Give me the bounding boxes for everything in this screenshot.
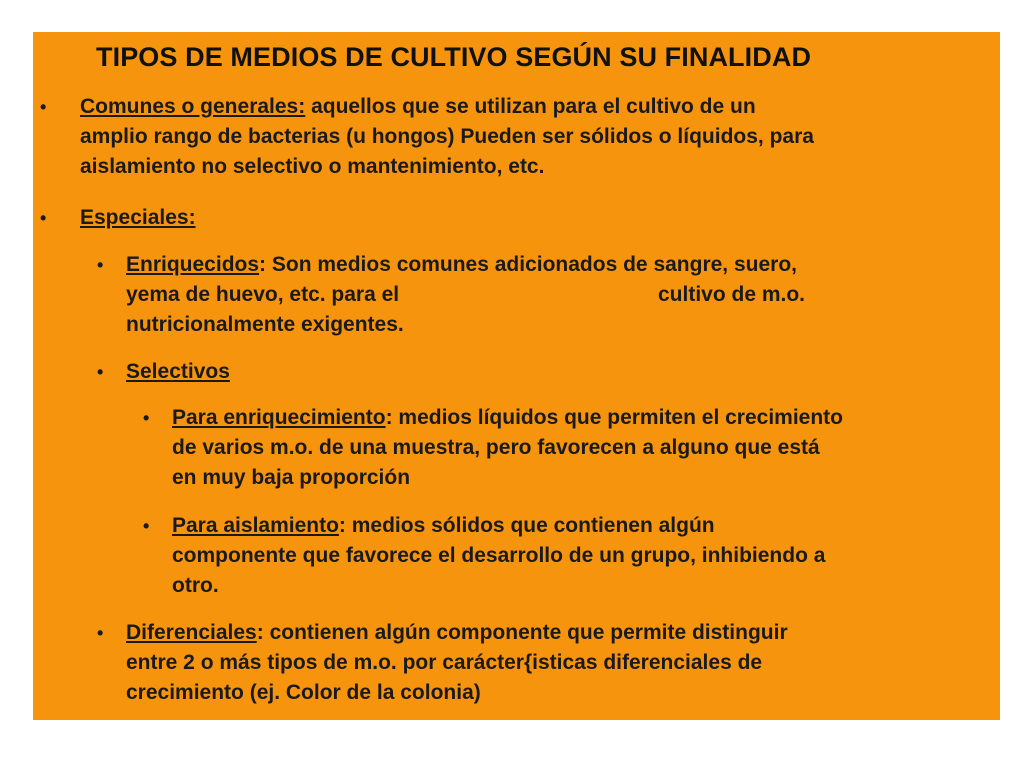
bullet-icon: • [97, 362, 104, 382]
bullet-icon: • [143, 516, 150, 536]
term-selectivos: Selectivos [126, 360, 230, 383]
diferenciales-line-2: entre 2 o más tipos de m.o. por carácter{isticas diferenciales de [126, 651, 763, 674]
para-enriquecimiento-line-1: : medios líquidos que permiten el crecimiento [385, 406, 844, 429]
comunes-line-1: aquellos que se utilizan para el cultivo de un [305, 95, 756, 118]
comunes-line-2: amplio rango de bacterias (u hongos) Pueden ser sólidos o líquidos, para [80, 125, 814, 148]
term-para-enriquecimiento: Para enriquecimiento [172, 406, 386, 429]
diferenciales-line-1: : contienen algún componente que permite distinguir [256, 621, 788, 644]
enriquecidos-line-1: : Son medios comunes adicionados de sangre, suero, [259, 253, 797, 276]
enriquecidos-line-3: nutricionalmente exigentes. [126, 313, 404, 336]
slide-title: TIPOS DE MEDIOS DE CULTIVO SEGÚN SU FINALIDAD [96, 42, 812, 72]
bullet-enriquecidos [126, 250, 986, 340]
para-enriquecimiento-line-3: en muy baja proporción [172, 466, 411, 489]
enriquecidos-line-2a: yema de huevo, etc. para el [126, 283, 400, 306]
bullet-diferenciales [126, 618, 986, 708]
para-aislamiento-line-1: : medios sólidos que contienen algún [338, 514, 715, 537]
bullet-icon: • [40, 208, 47, 228]
bullet-para-aislamiento [172, 511, 992, 601]
term-comunes: Comunes o generales: [80, 95, 306, 118]
term-diferenciales: Diferenciales [126, 621, 257, 644]
para-aislamiento-line-2: componente que favorece el desarrollo de un grupo, inhibiendo a [172, 544, 826, 567]
term-enriquecidos: Enriquecidos [126, 253, 260, 276]
bullet-icon: • [97, 623, 104, 643]
comunes-line-3: aislamiento no selectivo o mantenimiento, etc. [80, 155, 545, 178]
bullet-especiales [80, 203, 196, 233]
para-aislamiento-line-3: otro. [172, 574, 219, 597]
enriquecidos-line-2b: cultivo de m.o. [658, 283, 806, 306]
term-para-aislamiento: Para aislamiento [172, 514, 339, 537]
bullet-comunes [80, 92, 985, 182]
bullet-icon: • [143, 408, 150, 428]
bullet-icon: • [97, 255, 104, 275]
diferenciales-line-3: crecimiento (ej. Color de la colonia) [126, 681, 481, 704]
para-enriquecimiento-line-2: de varios m.o. de una muestra, pero favorecen a alguno que está [172, 436, 820, 459]
term-especiales: Especiales: [80, 206, 196, 229]
bullet-selectivos [126, 357, 230, 387]
bullet-para-enriquecimiento [172, 403, 992, 493]
bullet-icon: • [40, 97, 47, 117]
